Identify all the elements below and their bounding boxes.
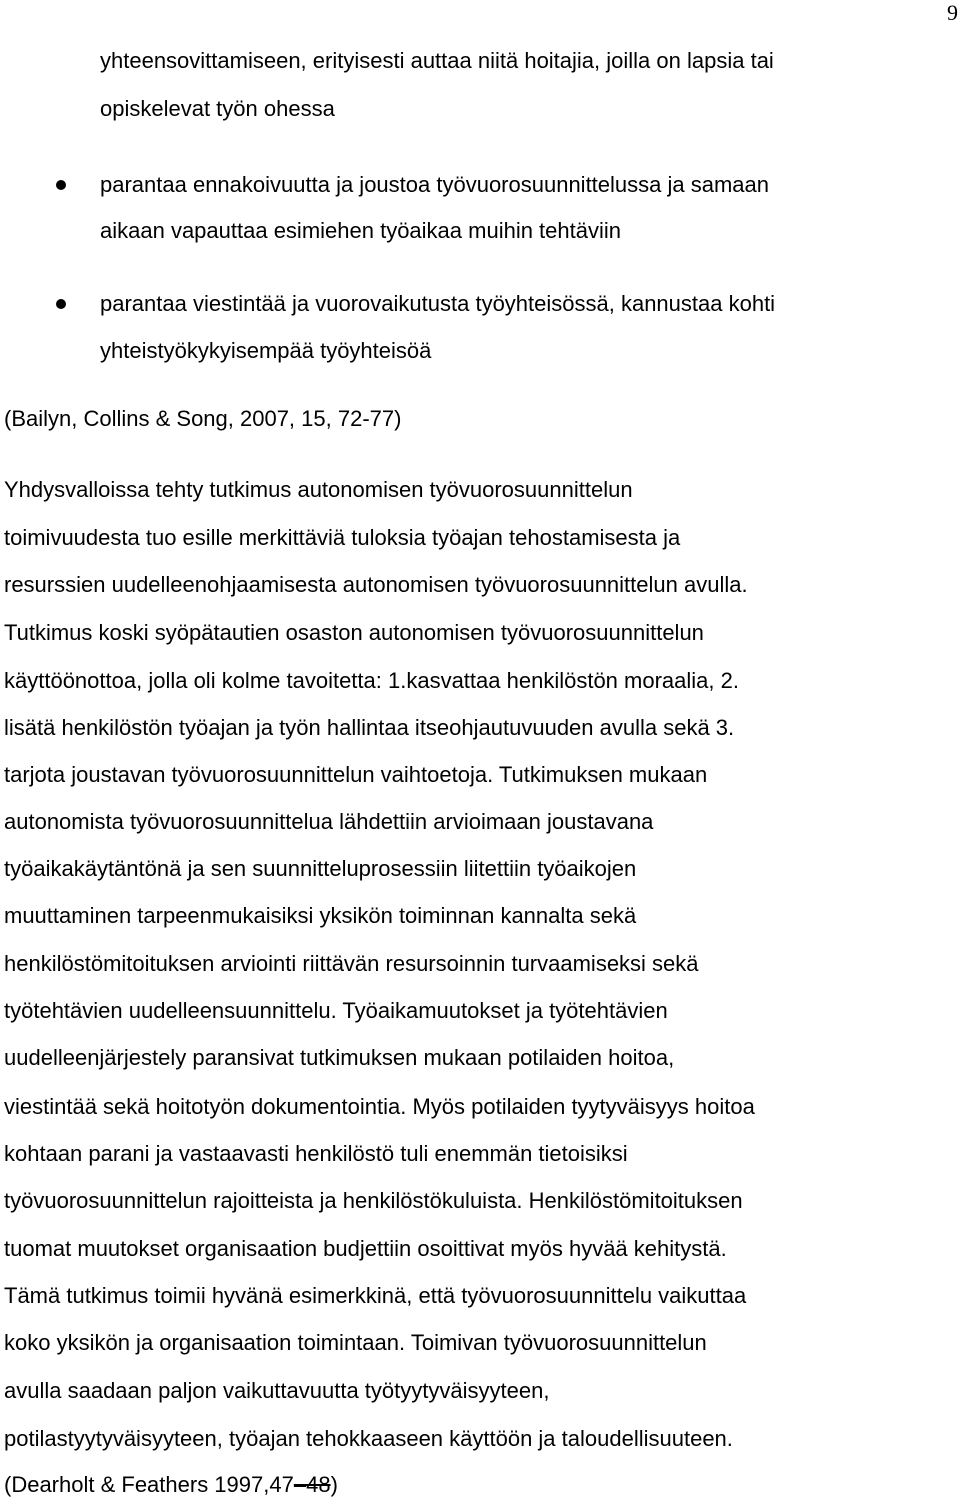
list-item-line: yhteistyökykyisempää työyhteisöä xyxy=(100,338,432,363)
bullet-icon xyxy=(56,299,66,309)
list-item-line: yhteensovittamiseen, erityisesti auttaa niitä hoitajia, joilla on lapsia tai xyxy=(100,48,774,73)
paragraph-line: viestintää sekä hoitotyön dokumentointia. Myös potilaiden tyytyväisyys hoitoa xyxy=(4,1094,755,1119)
paragraph-line: potilastyytyväisyyteen, työajan tehokkaaseen käyttöön ja taloudellisuuteen. xyxy=(4,1426,733,1451)
paragraph-line: Tutkimus koski syöpätautien osaston autonomisen työvuorosuunnittelun xyxy=(4,620,704,645)
paragraph-line: lisätä henkilöstön työajan ja työn hallintaa itseohjautuvuuden avulla sekä 3. xyxy=(4,715,735,740)
paragraph-line: avulla saadaan paljon vaikuttavuutta työtyytyväisyyteen, xyxy=(4,1378,550,1403)
paragraph-line: muuttaminen tarpeenmukaisiksi yksikön toiminnan kannalta sekä xyxy=(4,903,637,928)
paragraph-line: työtehtävien uudelleensuunnittelu. Työaikamuutokset ja työtehtävien xyxy=(4,998,668,1023)
paragraph-line: tuomat muutokset organisaation budjettiin osoittivat myös hyvää kehitystä. xyxy=(4,1236,727,1261)
paragraph-line: Yhdysvalloissa tehty tutkimus autonomisen työvuorosuunnittelun xyxy=(4,477,633,502)
citation-text: (Dearholt & Feathers 1997,47 xyxy=(4,1472,294,1497)
bullet-icon xyxy=(56,180,66,190)
paragraph-line: henkilöstömitoituksen arviointi riittävän resursoinnin turvaamiseksi sekä xyxy=(4,951,699,976)
list-item-line: parantaa ennakoivuutta ja joustoa työvuorosuunnittelussa ja samaan xyxy=(100,172,770,197)
citation-text-end: ) xyxy=(330,1472,338,1497)
paragraph-line: kohtaan parani ja vastaavasti henkilöstö tuli enemmän tietoisiksi xyxy=(4,1141,628,1166)
paragraph-line: uudelleenjärjestely paransivat tutkimuksen mukaan potilaiden hoitoa, xyxy=(4,1045,675,1070)
paragraph-line: tarjota joustavan työvuorosuunnittelun vaihtoetoja. Tutkimuksen mukaan xyxy=(4,762,708,787)
citation-struck-text: –48 xyxy=(293,1472,331,1497)
paragraph-line: työaikakäytäntönä ja sen suunnitteluprosessiin liitettiin työaikojen xyxy=(4,856,637,881)
list-item-line: opiskelevat työn ohessa xyxy=(100,96,335,121)
list-item-line: aikaan vapauttaa esimiehen työaikaa muihin tehtäviin xyxy=(100,218,621,243)
paragraph-line: Tämä tutkimus toimii hyvänä esimerkkinä, että työvuorosuunnittelu vaikuttaa xyxy=(4,1283,747,1308)
page-number: 9 xyxy=(947,0,958,25)
paragraph-line: resurssien uudelleenohjaamisesta autonomisen työvuorosuunnittelun avulla. xyxy=(4,572,748,597)
citation: (Bailyn, Collins & Song, 2007, 15, 72-77) xyxy=(4,406,402,431)
paragraph-line: autonomista työvuorosuunnittelua lähdettiin arvioimaan joustavana xyxy=(4,809,654,834)
paragraph-line: toimivuudesta tuo esille merkittäviä tuloksia työajan tehostamisesta ja xyxy=(4,525,681,550)
paragraph-line: käyttöönottoa, jolla oli kolme tavoitetta: 1.kasvattaa henkilöstön moraalia, 2. xyxy=(4,668,739,693)
list-item-line: parantaa viestintää ja vuorovaikutusta työyhteisössä, kannustaa kohti xyxy=(100,291,776,316)
paragraph-line: työvuorosuunnittelun rajoitteista ja henkilöstökuluista. Henkilöstömitoituksen xyxy=(4,1188,743,1213)
citation xyxy=(4,1472,338,1498)
paragraph-line: koko yksikön ja organisaation toimintaan. Toimivan työvuorosuunnittelun xyxy=(4,1330,707,1355)
